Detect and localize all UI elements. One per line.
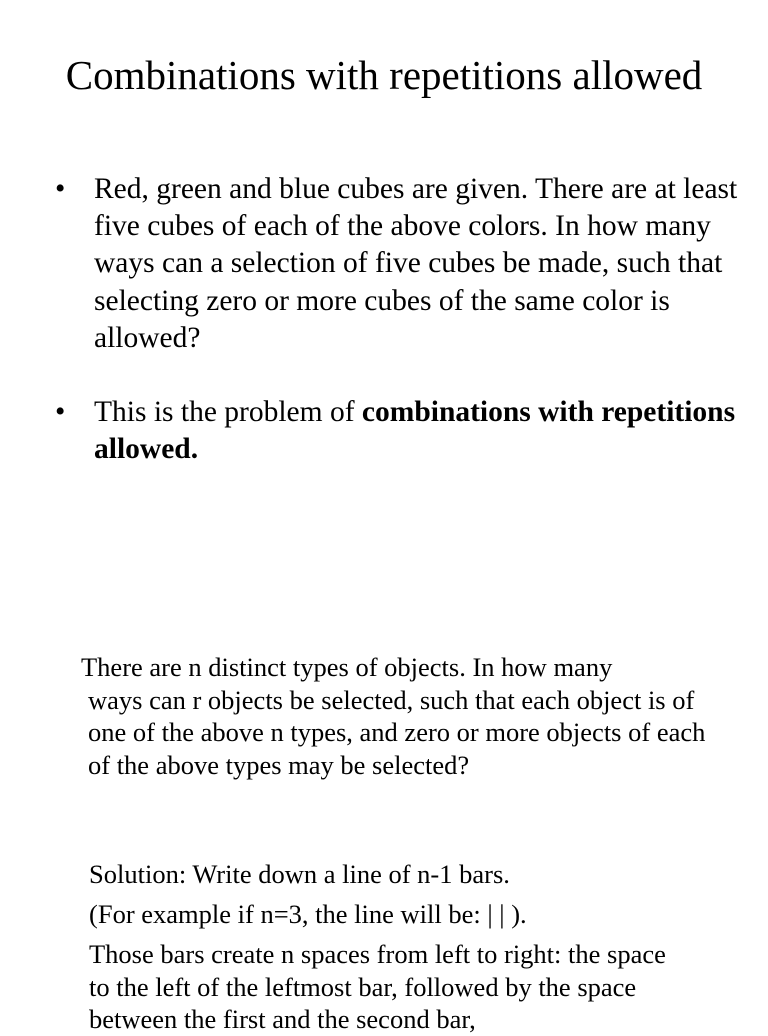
bullet-problem-type-term: combinations with repetitions allowed.: [94, 396, 736, 466]
bullet-cubes-text: Red, green and blue cubes are given. There are at least five cubes of each of the above colors. In how many ways can a selection of five cubes be made, such that selecting zero or more cubes of the same color is allowed?: [94, 173, 738, 354]
spaces-explanation: Those bars create n spaces from left to right: the space to the left of the leftmost bar, followed by the space between the first and the second bar,: [89, 939, 666, 1034]
general-question-first-line: There are n distinct types of objects. In how many: [81, 652, 613, 682]
example-line: (For example if n=3, the line will be: | | ).: [89, 899, 527, 929]
bullet-marker: •: [55, 173, 66, 205]
bullet-marker: •: [55, 396, 66, 429]
bullet-problem-type: [55, 394, 745, 468]
bullet-problem-type-prefix: This is the problem of: [94, 396, 362, 429]
solution-line: Solution: Write down a line of n-1 bars.: [89, 859, 510, 889]
bullet-cubes-problem: [55, 171, 745, 357]
general-question-rest: ways can r objects be selected, such that each object is of one of the above n types, and zero or more objects of each of the above types may be selected?: [88, 684, 706, 780]
bullet-list: [55, 171, 745, 468]
slide-title: Combinations with repetitions allowed: [65, 52, 703, 98]
